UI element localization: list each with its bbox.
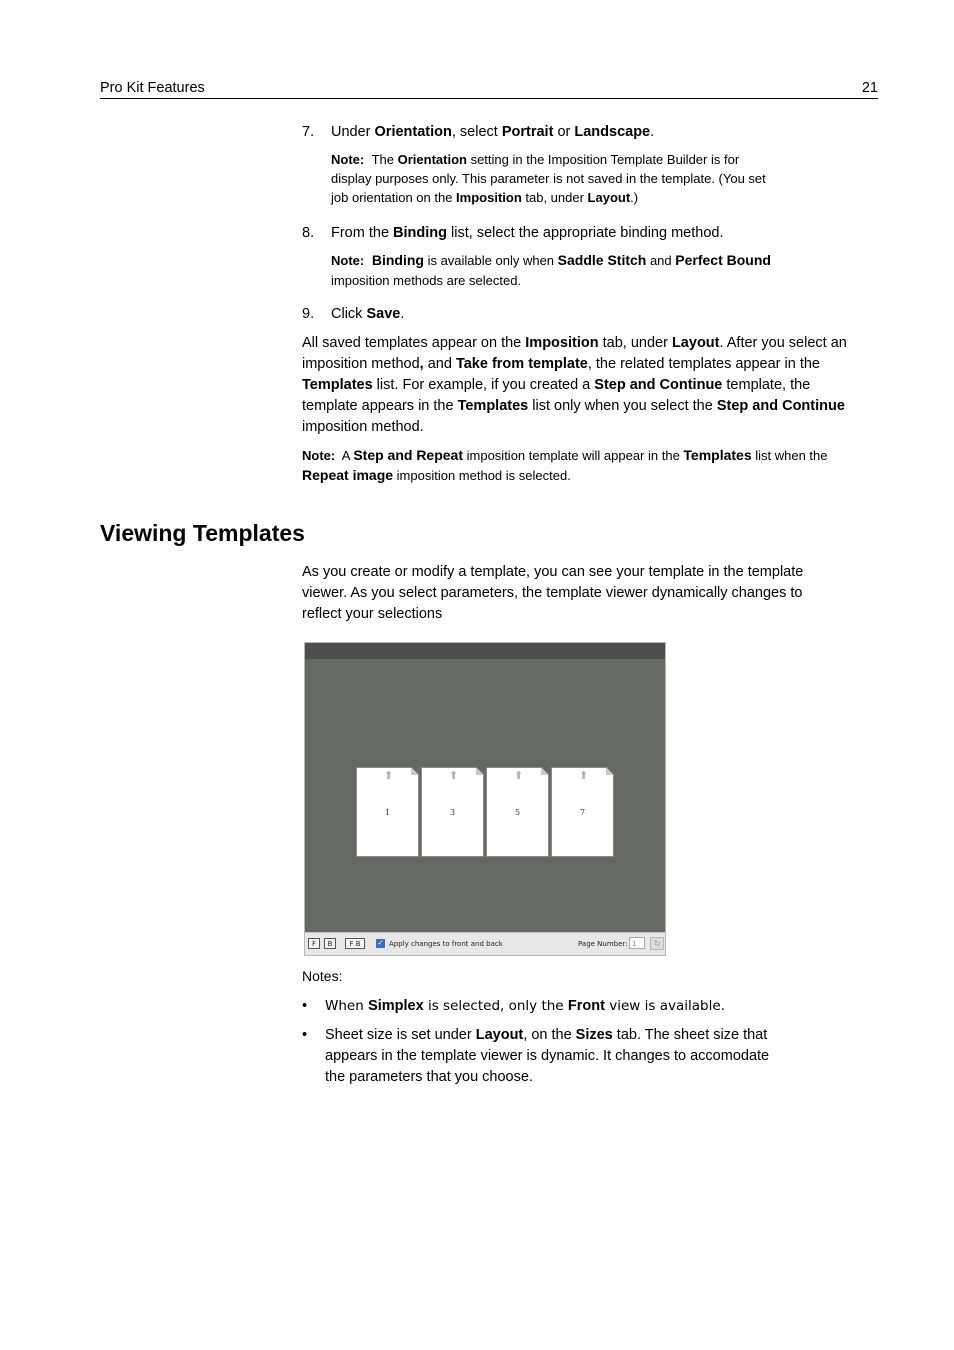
apply-changes-label: Apply changes to front and back: [389, 940, 503, 948]
text: appears in the template viewer is dynamic. It changes to accomodate: [325, 1048, 770, 1064]
text: The: [371, 152, 398, 167]
header-section-title: Pro Kit Features: [100, 80, 205, 96]
text: .: [400, 306, 405, 322]
bold-text: Orientation: [397, 152, 467, 167]
bold-text: Simplex: [368, 998, 424, 1014]
text: , the related templates appear in the: [587, 356, 820, 372]
bold-text: Binding: [371, 252, 424, 268]
page-number-field-label: Page Number:: [578, 940, 628, 948]
text: , on the: [523, 1027, 576, 1043]
note-label: Note:: [331, 152, 365, 167]
bold-text: Templates: [683, 447, 752, 463]
text: imposition method: [302, 356, 420, 372]
text: imposition method.: [302, 419, 424, 435]
text: and: [423, 356, 456, 372]
bold-text: Orientation: [374, 124, 452, 140]
page-number-input[interactable]: 1: [629, 937, 645, 949]
bold-text: Landscape: [574, 124, 651, 140]
up-arrow-icon: ⬆: [384, 770, 394, 782]
bullet-icon: •: [302, 1027, 308, 1043]
bold-text: Imposition: [525, 335, 599, 351]
refresh-icon[interactable]: ↻: [650, 937, 664, 950]
text: list. For example, if you created a: [372, 377, 595, 393]
page-number-label: 5: [514, 808, 521, 817]
note-step-and-repeat: [302, 446, 880, 485]
bold-text: Binding: [393, 225, 448, 241]
text: When: [325, 998, 369, 1014]
note-binding: [331, 250, 831, 291]
step-9: [302, 304, 404, 324]
text: template appears in the: [302, 398, 458, 414]
bold-text: Repeat image: [302, 466, 394, 483]
page-fold-corner: [476, 767, 484, 775]
viewer-status-bar: [305, 932, 665, 955]
bold-text: Layout: [475, 1027, 524, 1043]
text: Sheet size is set under: [325, 1027, 476, 1043]
text: the parameters that you choose.: [325, 1069, 533, 1085]
template-page[interactable]: [486, 767, 549, 857]
text: list, select the appropriate binding method.: [447, 225, 724, 241]
bullet-icon: •: [302, 998, 308, 1014]
page-fold-corner: [541, 767, 549, 775]
text: A: [341, 448, 354, 463]
back-view-button[interactable]: B: [324, 938, 336, 949]
bold-text: Perfect Bound: [675, 252, 771, 268]
step-number: 7.: [302, 124, 315, 140]
template-viewer: [304, 642, 666, 956]
text: view is available.: [604, 998, 725, 1014]
bold-text: Imposition: [456, 190, 522, 205]
template-page[interactable]: [421, 767, 484, 857]
text: imposition template will appear in the: [463, 448, 684, 463]
text: setting in the Imposition Template Builder is for: [466, 152, 740, 167]
text: or: [553, 124, 575, 140]
text: tab. The sheet size that: [612, 1027, 768, 1043]
page-number-label: 1: [384, 808, 391, 817]
text: list when the: [751, 448, 828, 463]
saved-templates-paragraph: [302, 333, 880, 438]
text: tab, under: [521, 190, 588, 205]
bold-text: Sizes: [575, 1027, 613, 1043]
up-arrow-icon: ⬆: [449, 770, 459, 782]
bold-text: Save: [366, 306, 401, 322]
text: list only when you select the: [528, 398, 717, 414]
header-page-number: 21: [861, 80, 878, 96]
text: Under: [331, 124, 375, 140]
note-line: display purposes only. This parameter is not saved in the template. (You set: [331, 171, 766, 186]
bold-text: Saddle Stitch: [557, 252, 647, 268]
bold-text: Layout: [671, 335, 720, 351]
bold-text: Step and Repeat: [353, 447, 464, 463]
note-label: Note:: [302, 448, 336, 463]
viewer-title-bar: [305, 643, 665, 659]
page-fold-corner: [606, 767, 614, 775]
text: imposition method is selected.: [393, 467, 571, 483]
text: reflect your selections: [302, 606, 443, 622]
page-header: [100, 78, 878, 99]
step-number: 8.: [302, 225, 315, 241]
text: .): [630, 190, 639, 205]
text: From the: [331, 225, 394, 241]
step-8: [302, 223, 724, 243]
page-number-label: 7: [579, 808, 586, 817]
text: , select: [451, 124, 502, 140]
step-7: [302, 122, 654, 142]
bold-text: Layout: [587, 190, 631, 205]
text: template, the: [722, 377, 811, 393]
template-page[interactable]: [356, 767, 419, 857]
bold-text: Portrait: [501, 124, 554, 140]
page-number-label: 3: [449, 808, 456, 817]
viewer-canvas: [305, 659, 665, 935]
text: All saved templates appear on the: [302, 335, 526, 351]
viewer-intro-paragraph: [302, 562, 880, 625]
note-line: imposition methods are selected.: [331, 273, 522, 288]
bold-text: Step and Continue: [594, 377, 723, 393]
bold-text: Templates: [302, 377, 373, 393]
bold-text: Step and Continue: [716, 398, 845, 414]
section-title: Viewing Templates: [100, 520, 305, 546]
notes-label: Notes:: [302, 968, 343, 984]
text: and: [646, 253, 676, 268]
note-orientation: [331, 150, 831, 207]
bold-text: ,: [419, 356, 424, 372]
text: .: [650, 124, 655, 140]
text: Click: [331, 306, 367, 322]
text: is available only when: [423, 253, 558, 268]
front-view-button[interactable]: F: [308, 938, 320, 949]
up-arrow-icon: ⬆: [579, 770, 589, 782]
bold-text: Take from template: [455, 356, 588, 372]
apply-changes-checkbox[interactable]: ✓: [377, 939, 384, 947]
text: viewer. As you select parameters, the template viewer dynamically changes to: [302, 585, 803, 601]
note-label: Note:: [331, 253, 365, 268]
bold-text: Templates: [457, 398, 529, 414]
text: . After you select an: [719, 335, 847, 351]
step-number: 9.: [302, 306, 315, 322]
up-arrow-icon: ⬆: [514, 770, 524, 782]
page-fold-corner: [411, 767, 419, 775]
text: is selected, only the: [423, 998, 568, 1014]
text: job orientation on the: [331, 190, 457, 205]
front-back-view-button[interactable]: F B: [345, 938, 365, 949]
template-page[interactable]: [551, 767, 614, 857]
text: As you create or modify a template, you can see your template in the template: [302, 564, 804, 580]
bold-text: Front: [567, 998, 605, 1014]
text: tab, under: [598, 335, 672, 351]
